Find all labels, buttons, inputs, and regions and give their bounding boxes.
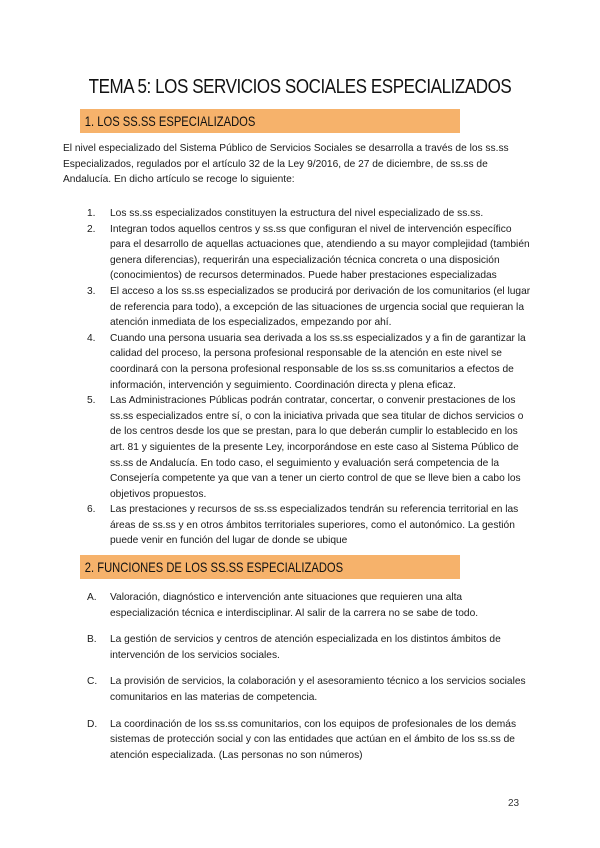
lettered-list: [87, 590, 533, 774]
list-item: 2. Integran todos aquellos centros y ss.ss que configuran el nivel de intervención específico para el desarrollo de aquellas actuaciones que, atendiendo a su mayor complejidad (también genera diferencias), requerirán una especialización técnica concreta o una disposición (conocimientos) de recursos determinados. Puede haber prestaciones especializadas: [87, 223, 530, 282]
section-heading-2: [80, 555, 460, 579]
list-item: 6. Las prestaciones y recursos de ss.ss especializados tendrán su referencia territorial en las áreas de ss.ss y en otros ámbitos territoriales superiores, como el autonómico. La gestión puede venir en función del lugar de donde se ubique: [87, 504, 519, 547]
list-item: C. La provisión de servicios, la colaboración y el asesoramiento técnico a los servicios sociales comunitarios en las materias de competencia.: [87, 676, 526, 703]
section-heading-2-text: 2. FUNCIONES DE LOS SS.SS ESPECIALIZADOS: [84, 559, 344, 575]
list-item: 3. El acceso a los ss.ss especializados se producirá por derivación de los comunitarios (el lugar de referencia para todo), a excepción de las situaciones de urgencia social que requieran la atención inmediata de los especializados, empezando por ahí.: [87, 285, 531, 329]
list-item: 4. Cuando una persona usuaria sea derivada a los ss.ss especializados y a fin de garantizar la calidad del proceso, la persona profesional responsable de la atención en este nivel se coordinará con la persona profesional responsable de los ss.ss comunitarios a efectos de información, intervención y seguimiento. Coordinación directa y plena eficaz.: [87, 332, 526, 391]
page-number: 23: [508, 798, 520, 809]
page-title: TEMA 5: LOS SERVICIOS SOCIALES ESPECIALIZADOS: [88, 76, 512, 98]
list-item: A. Valoración, diagnóstico e intervención ante situaciones que requieren una alta especialización técnica e interdisciplinar. Al salir de la carrera no se sabe de todo.: [87, 592, 479, 619]
numbered-list: [87, 206, 533, 549]
section-heading-1: [80, 109, 460, 133]
intro-paragraph: El nivel especializado del Sistema Público de Servicios Sociales se desarrolla a través de los ss.ss Especializados, regulados por el artículo 32 de la Ley 9/2016, de 27 de diciembre, de ss.ss de Andalucía. En dicho artículo se recoge lo siguiente:: [63, 143, 509, 186]
list-item: B. La gestión de servicios y centros de atención especializada en los distintos ámbitos de intervención de los servicios sociales.: [87, 634, 501, 661]
list-item: 1. Los ss.ss especializados constituyen la estructura del nivel especializado de ss.ss.: [87, 208, 484, 219]
list-item: 5. Las Administraciones Públicas podrán contratar, concertar, o convenir prestaciones de los ss.ss especializados entre sí, o con la iniciativa privada que sea titular de dichos servicios o de los centros desde los que se prestan, para lo que deberán cumplir lo establecido en los art. 81 y siguientes de la presente Ley, incorporándose en este caso al Sistema Público de ss.ss de Andalucía. En todo caso, el seguimiento y evaluación será competencia de la Consejería competente ya que van a tener un cierto control de que se lleve bien a cabo los objetivos propuestos.: [87, 395, 524, 500]
list-item: D. La coordinación de los ss.ss comunitarios, con los equipos de profesionales de los demás sistemas de protección social y con las entidades que actúan en el ámbito de los ss.ss de atención especializada. (Las personas no son números): [87, 718, 517, 761]
section-heading-1-text: 1. LOS SS.SS ESPECIALIZADOS: [84, 113, 256, 129]
